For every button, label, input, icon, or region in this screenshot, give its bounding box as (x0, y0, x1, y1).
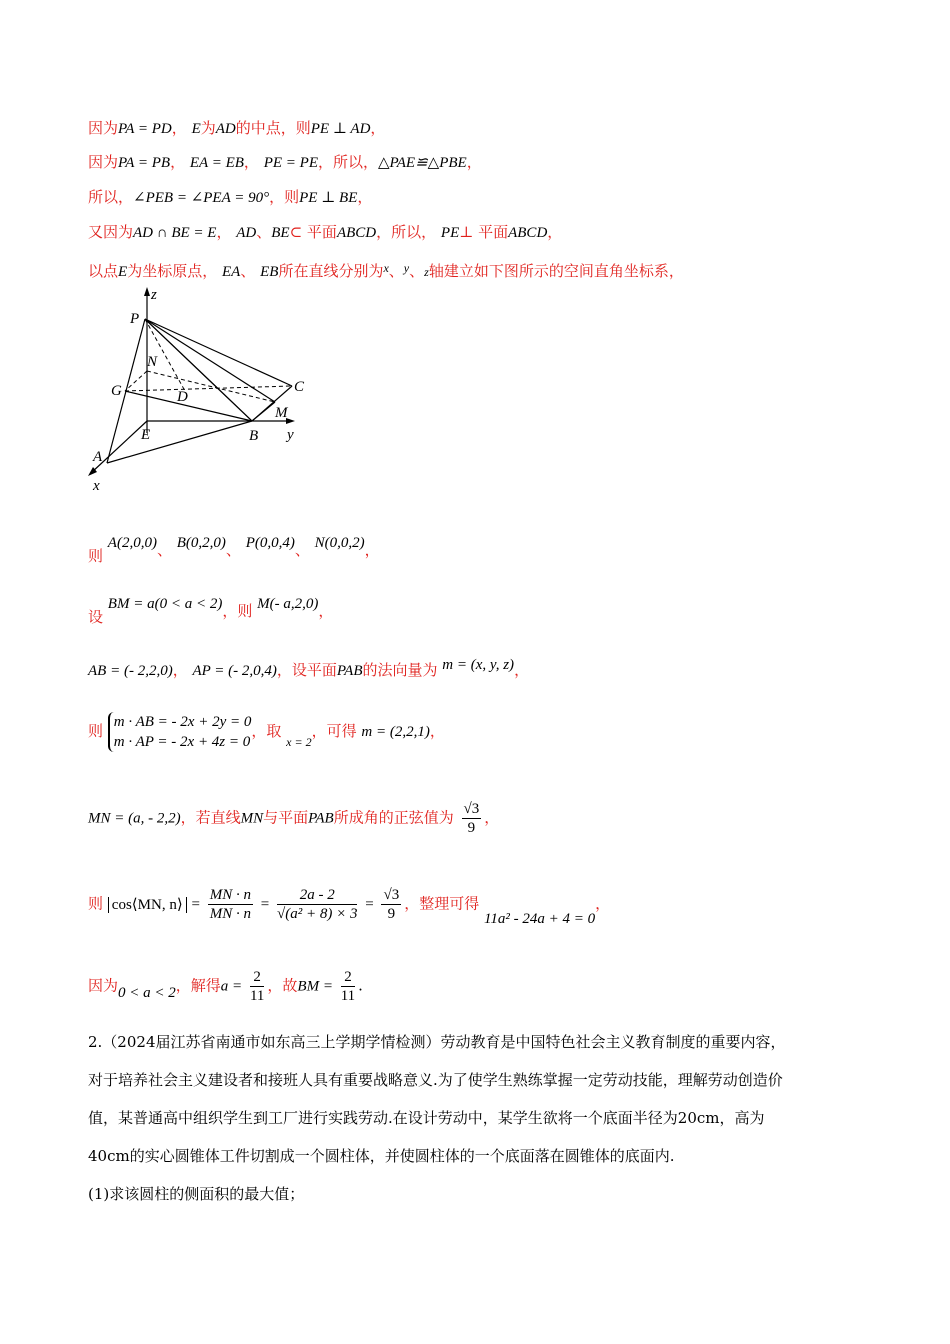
formula: PE (440, 225, 460, 241)
text: 、 (294, 541, 310, 559)
text: ，设平面 (276, 661, 337, 679)
text: ， (370, 119, 386, 137)
text: ，若直线 (180, 808, 241, 827)
solution-line-8 (88, 657, 530, 681)
formula: 11a² - 24a + 4 = 0 (484, 910, 596, 927)
label-C: C (294, 379, 305, 395)
text: . (358, 976, 363, 995)
formula: cos⟨MN, n⟩ (108, 897, 187, 913)
fraction: $\frac{MN \cdot n}{MN \cdot n}$ (209, 887, 251, 922)
formula: EB (260, 264, 279, 280)
text: ， (216, 223, 232, 241)
formula: AD (215, 121, 236, 137)
pyramid-coordinate-figure (85, 283, 325, 493)
problem-2-line-2: 对于培养社会主义建设者和接班人具有重要战略意义.为了使学生熟练掌握一定劳动技能，理解劳动创造价 (88, 1071, 783, 1089)
text: 、 (256, 223, 272, 241)
formula: N(0,0,2) (314, 535, 365, 551)
text: 所以， (88, 188, 134, 206)
edge-MB (252, 402, 275, 421)
formula: x = 2 (286, 735, 312, 749)
text: ，可得 (311, 722, 357, 740)
problem-2-question-1: (1)求该圆柱的侧面积的最大值； (88, 1185, 305, 1203)
solution-line-7 (88, 596, 334, 626)
formula: 0 < a < 2 (118, 984, 176, 1001)
formula: AD (236, 225, 257, 241)
formula: E (118, 264, 128, 280)
formula: MN = (a, - 2,2) (88, 810, 181, 827)
formula: m · AB = - 2x + 2y = 0 (113, 714, 252, 730)
formula: PA = PB (118, 155, 171, 171)
text: ， (595, 894, 611, 913)
edge-AB (107, 421, 252, 463)
edge-NM-dashed (147, 371, 275, 402)
text: ， (484, 808, 500, 827)
text: 则 (88, 547, 104, 565)
formula: PE ⊥ AD (310, 121, 371, 137)
solution-line-12 (88, 968, 363, 1005)
text: 为 (200, 119, 216, 137)
label-G: G (111, 383, 122, 399)
label-y: y (287, 427, 294, 443)
text: 所在直线分别为 (278, 262, 384, 280)
text: ，则 (269, 188, 300, 206)
text: 轴建立如下图所示的空间直角坐标系， (428, 262, 684, 280)
formula: A(2,0,0) (107, 535, 157, 551)
formula: a = (220, 978, 243, 995)
formula: BM = (297, 978, 333, 995)
text: ，解得 (175, 976, 221, 995)
label-N: N (147, 354, 158, 370)
text: 、 (225, 541, 241, 559)
text: 与平面 (263, 808, 309, 827)
fraction: $\frac{2}{11}$ (249, 969, 265, 1004)
label-z: z (151, 287, 157, 303)
formula: = (191, 896, 200, 913)
formula: m = (x, y, z) (442, 657, 515, 673)
formula: m = (2,2,1) (361, 724, 430, 740)
text: 又因为 (88, 223, 134, 241)
formula: PE = PE (263, 155, 318, 171)
formula: AB = (- 2,2,0) (88, 663, 173, 679)
text: 为坐标原点， (127, 262, 218, 280)
edge-GB (125, 391, 252, 421)
text: 的中点，则 (235, 119, 311, 137)
x-axis (91, 421, 147, 473)
text: 因为 (88, 119, 119, 137)
solution-line-11 (88, 886, 611, 927)
label-P: P (130, 311, 140, 327)
formula: AP = (- 2,0,4) (192, 663, 277, 679)
fraction: $\frac{2a - 2}{\text{√(a² + 8) × 3}}$ (276, 887, 358, 922)
edge-GC-dashed (125, 386, 292, 391)
text: 则 (88, 722, 104, 740)
edge-PM (145, 319, 252, 421)
equation-system (108, 712, 252, 752)
formula: EA (221, 264, 241, 280)
text: ， (243, 153, 259, 171)
solution-line-1 (88, 118, 385, 139)
text: ， (466, 153, 482, 171)
text: ，整理可得 (404, 894, 480, 913)
formula: P(0,0,4) (245, 535, 295, 551)
text: 设 (88, 608, 104, 626)
text: 所成角的正弦值为 (333, 808, 454, 827)
problem-2-line-4: 40cm的实心圆锥体工件切割成一个圆柱体，并使圆柱体的一个底面落在圆锥体的底面内. (88, 1147, 675, 1165)
formula: ∠PEB = ∠PEA = 90° (133, 190, 270, 206)
solution-line-10 (88, 800, 499, 837)
text: 、 (156, 541, 172, 559)
text: ， (172, 661, 188, 679)
solution-line-2 (88, 152, 482, 173)
edge-PC (145, 319, 292, 386)
text: ，取 (251, 722, 282, 740)
formula: MN (240, 810, 264, 827)
problem-2-line-3: 值，某普通高中组织学生到工厂进行实践劳动.在设计劳动中，某学生欲将一个底面半径为20cm，高为 (88, 1109, 765, 1127)
text: ⊂ 平面 (289, 223, 337, 241)
label-D: D (177, 389, 188, 405)
fraction: $\frac{2}{11}$ (340, 969, 356, 1004)
formula: AD ∩ BE = E (133, 225, 217, 241)
text: ⊥ 平面 (459, 223, 509, 241)
text: ，所以， (376, 223, 437, 241)
solution-line-4 (88, 222, 562, 243)
text: ， (318, 602, 334, 620)
solution-line-6 (88, 535, 380, 565)
label-E: E (141, 427, 151, 443)
text: 、 (388, 262, 404, 280)
formula: z (424, 265, 429, 279)
text: 的法向量为 (362, 661, 438, 679)
formula: PA = PD (118, 121, 172, 137)
text: ，则 (222, 602, 253, 620)
formula: y (403, 261, 410, 275)
text: 、 (409, 262, 425, 280)
label-x: x (93, 478, 100, 493)
text: 因为 (88, 153, 119, 171)
formula: = (365, 896, 374, 913)
formula: E (191, 121, 201, 137)
label-M: M (275, 405, 288, 421)
formula: ABCD (508, 225, 548, 241)
text: ， (364, 541, 380, 559)
formula: PE ⊥ BE (299, 190, 358, 206)
formula: B(0,2,0) (176, 535, 226, 551)
formula: ABCD (336, 225, 377, 241)
formula: = (260, 896, 270, 913)
text: ， (547, 223, 563, 241)
label-B: B (249, 428, 259, 444)
text: ， (429, 722, 445, 740)
solution-line-9 (88, 712, 445, 752)
text: ，故 (267, 976, 298, 995)
text: 、 (240, 262, 256, 280)
text: 以点 (88, 262, 119, 280)
formula: △PAE≌△PBE (378, 155, 467, 171)
text: ，所以， (317, 153, 378, 171)
formula: BM = a(0 < a < 2) (107, 596, 223, 612)
problem-2-line-1: 2.（2024届江苏省南通市如东高三上学期学情检测）劳动教育是中国特色社会主义教育制度的重要内容， (88, 1033, 786, 1051)
text: ， (514, 661, 530, 679)
formula: EA = EB (189, 155, 244, 171)
formula: M(- a,2,0) (257, 596, 319, 612)
text: ， (357, 188, 373, 206)
formula: m · AP = - 2x + 4z = 0 (113, 734, 251, 750)
z-arrow-icon (144, 287, 150, 296)
text: ， (170, 153, 186, 171)
formula: PAB (336, 663, 363, 679)
formula: BE (271, 225, 290, 241)
solution-line-5 (88, 258, 684, 282)
solution-line-3 (88, 187, 372, 208)
formula: PAB (308, 810, 334, 827)
text: ， (171, 119, 187, 137)
formula: x (383, 261, 389, 275)
label-A: A (93, 449, 103, 465)
fraction: $\frac{√3}{9}$ (383, 887, 400, 922)
edge-PMx (145, 319, 275, 402)
fraction: $\frac{√3}{9}$ (463, 801, 480, 836)
text: 因为 (88, 976, 119, 995)
text: 则 (88, 894, 104, 913)
